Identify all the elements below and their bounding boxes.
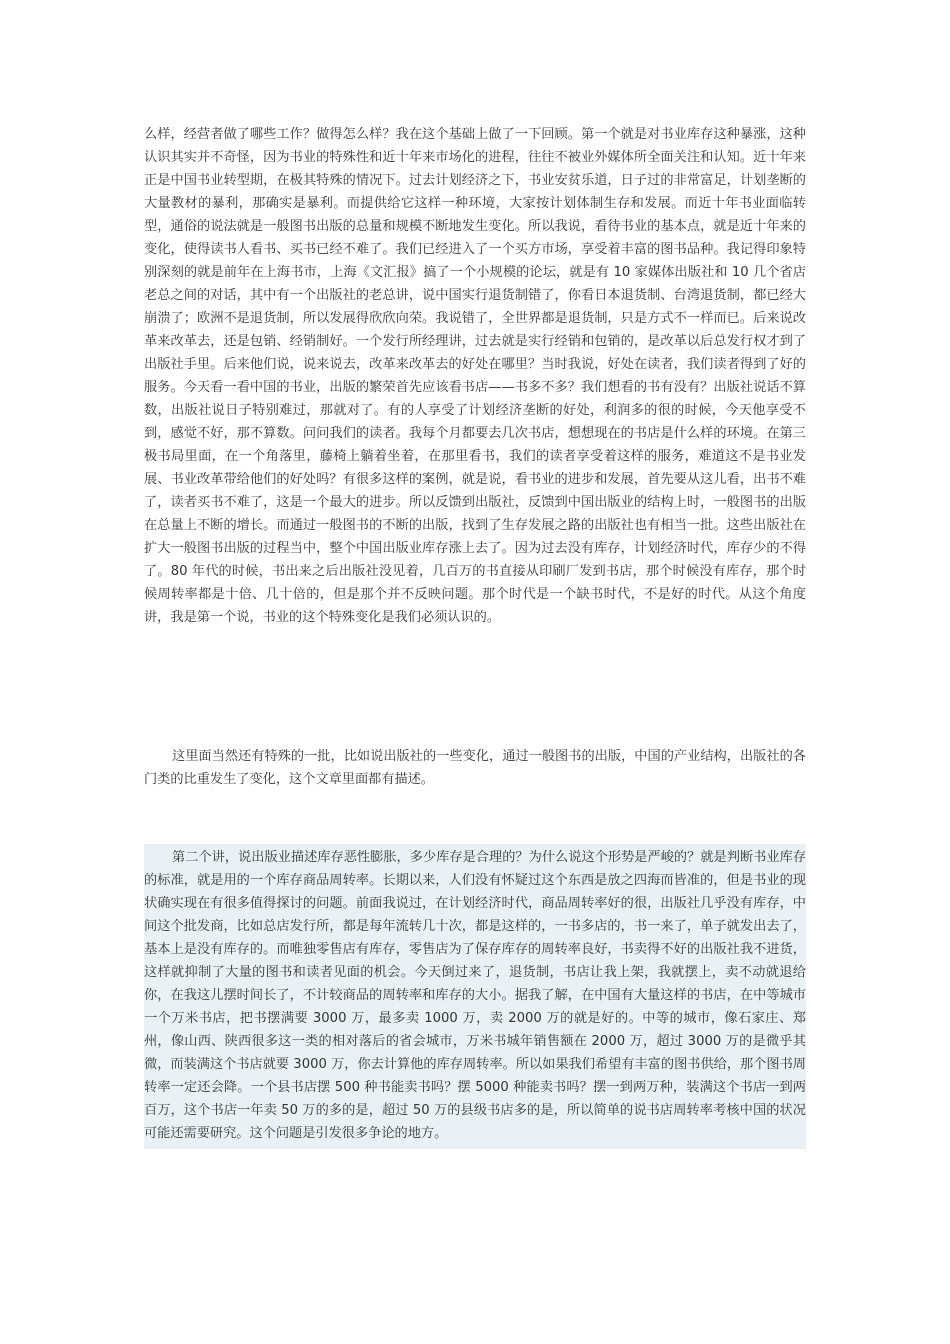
body-paragraph-2: 这里面当然还有特殊的一批，比如说出版社的一些变化，通过一般图书的出版，中国的产业结构，出版社的各门类的比重发生了变化，这个文章里面都有描述。: [144, 749, 806, 787]
body-paragraph-1: 么样，经营者做了哪些工作？做得怎么样？我在这个基础上做了一下回顾。第一个就是对书业库存这种暴涨，这种认识其实并不奇怪，因为书业的特殊性和近十年来市场化的进程，往往不被业外媒体所全面关注和认知。近十年来正是中国书业转型期，在极其特殊的情况下。过去计划经济之下，书业安贫乐道，日子过的非常富足，计划垄断的大量教材的暴利，那确实是暴利。而提供给它这样一种环境，大家按计划体制生存和发展。而近十年书业面临转型，通俗的说法就是一般图书出版的总量和规模不断地发生变化。所以我说，看待书业的基本点，就是近十年来的变化，使得读书人看书、买书已经不难了。我们已经进入了一个买方市场，享受着丰富的图书品种。我记得印象特别深刻的就是前年在上海书市，上海《文汇报》搞了一个小规模的论坛，就是有 10 家媒体出版社和 10 几个省店老总之间的对话，其中有一个出版社的老总讲，说中国实行退货制错了，你看日本退货制、台湾退货制，都已经大崩溃了；欧洲不是退货制，所以发展得欣欣向荣。我说错了，全世界都是退货制，只是方式不一样而已。后来说改革来改革去，还是包销、经销制好。一个发行所经理讲，过去就是实行经销和包销的，是改革以后总发行权才到了出版社手里。后来他们说，说来说去，改革来改革去的好处在哪里？当时我说，好处在读者，我们读者得到了好的服务。今天看一看中国的书业，出版的繁荣首先应该看书店——书多不多？我们想看的书有没有？出版社说话不算数，出版社说日子特别难过，那就对了。有的人享受了计划经济垄断的好处，利润多的很的时候，今天他享受不到，感觉不好，那不算数。问问我们的读者。我每个月都要去几次书店，想想现在的书店是什么样的环境。在第三极书局里面，在一个角落里，藤椅上躺着坐着，在那里看书，我们的读者享受着这样的服务，难道这不是书业发展、书业改革带给他们的好处吗？有很多这样的案例，就是说，看书业的进步和发展，首先要从这儿看，出书不难了，读者买书不难了，这是一个最大的进步。所以反馈到出版社，反馈到中国出版业的结构上时，一般图书的出版在总量上不断的增长。而通过一般图书的不断的出版，找到了生存发展之路的出版社也有相当一批。这些出版社在扩大一般图书出版的过程当中，整个中国出版业库存涨上去了。因为过去没有库存，计划经济时代，库存少的不得了。80 年代的时候，书出来之后出版社没见着，几百万的书直接从印刷厂发到书店，那个时候没有库存，那个时候周转率都是十倍、几十倍的，但是那个并不反映问题。那个时代是一个缺书时代，不是好的时代。从这个角度讲，我是第一个说，书业的这个特殊变化是我们必须认识的。: [144, 127, 806, 625]
highlighted-paragraph: 第二个讲，说出版业描述库存恶性膨胀，多少库存是合理的？为什么说这个形势是严峻的？就是判断书业库存的标准，就是用的一个库存商品周转率。长期以来，人们没有怀疑过这个东西是放之四海而皆准的，但是书业的现状确实现在有很多值得探讨的问题。前面我说过，在计划经济时代，商品周转率好的很，出版社几乎没有库存，中间这个批发商，比如总店发行所，都是每年流转几十次，都是这样的，一书多店的，书一来了，单子就发出去了，基本上是没有库存的。而唯独零售店有库存，零售店为了保存库存的周转率良好，书卖得不好的出版社我不进货，这样就抑制了大量的图书和读者见面的机会。今天倒过来了，退货制，书店让我上架，我就摆上，卖不动就退给你，在我这儿摆时间长了，不计较商品的周转率和库存的大小。据我了解，在中国有大量这样的书店，在中等城市一个万米书店，把书摆满要 3000 万，最多卖 1000 万，卖 2000 万的就是好的。中等的城市，像石家庄、郑州，像山西、陕西很多这一类的相对落后的省会城市，万米书城年销售额在 2000 万，超过 3000 万的是微乎其微，而装满这个书店就要 3000 万，你去计算他的库存周转率。所以如果我们希望有丰富的图书供给，那个图书周转率一定还会降。一个县书店摆 500 种书能卖书吗？摆 5000 种能卖书吗？摆一到两万种，装满这个书店一到两百万，这个书店一年卖 50 万的多的是，超过 50 万的县级书店多的是，所以简单的说书店周转率考核中国的状况可能还需要研究。这个问题是引发很多争论的地方。: [144, 844, 806, 1149]
